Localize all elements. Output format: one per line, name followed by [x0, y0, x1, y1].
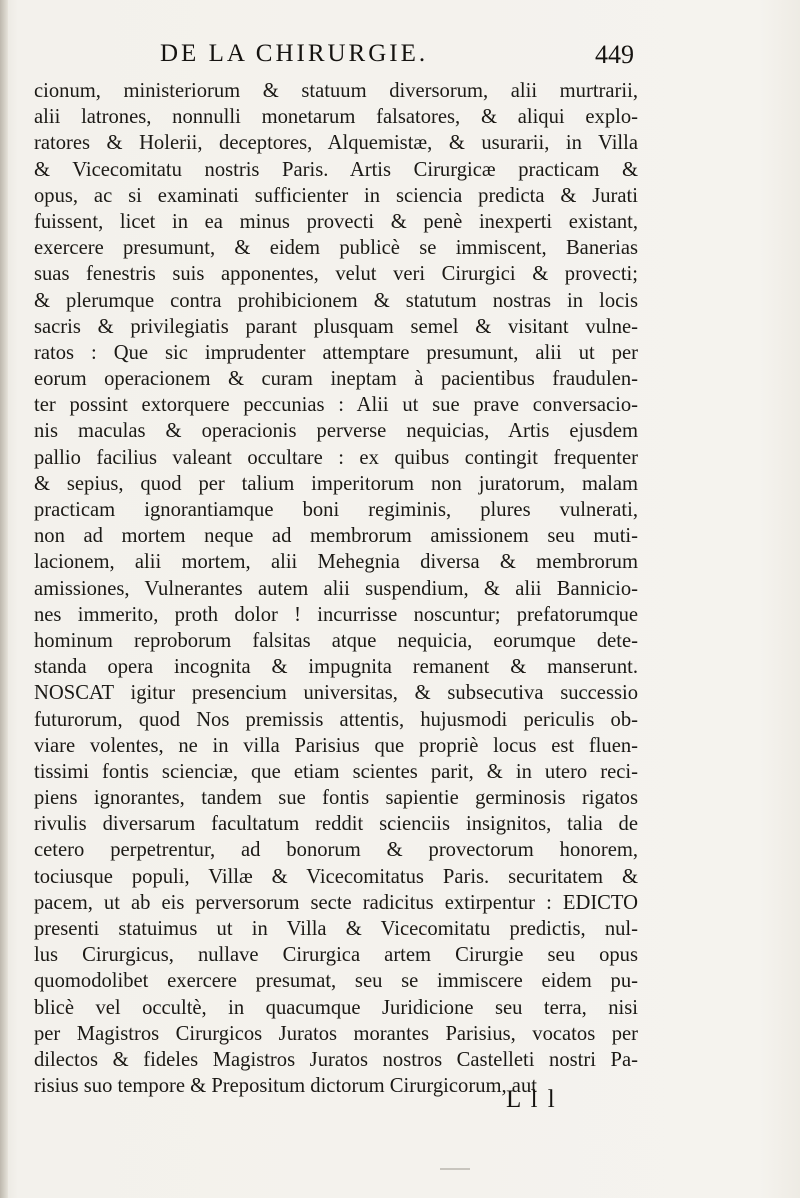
text-line: nis maculas & operacionis perverse nequicias, Artis ejusdem [34, 420, 638, 443]
signature-mark: L l l [506, 1086, 557, 1113]
text-line: quomodolibet exercere presumat, seu se immiscere eidem pu- [34, 970, 638, 993]
text-line: dilectos & fideles Magistros Juratos nostros Castelleti nostri Pa- [34, 1048, 638, 1071]
page-gutter-shadow [0, 0, 8, 1198]
text-line: ter possint extorquere peccunias : Alii ut sue prave conversacio- [34, 394, 638, 417]
text-line: cionum, ministeriorum & statuum diversorum, alii murtrarii, [34, 80, 638, 102]
text-line: sacris & privilegiatis parant plusquam semel & visitant vulne- [34, 315, 638, 338]
text-line: tociusque populi, Villæ & Vicecomitatus Paris. securitatem & [34, 865, 638, 888]
text-line: cetero perpetrentur, ad bonorum & provectorum honorem, [34, 839, 638, 862]
text-line: opus, ac si examinati sufficienter in sciencia predicta & Jurati [34, 184, 638, 207]
text-line: & sepius, quod per talium imperitorum non juratorum, malam [34, 472, 638, 495]
body-text-block [34, 78, 638, 1099]
ink-mark [440, 1168, 470, 1170]
text-line: risius suo tempore & Prepositum dictorum Cirurgicorum, aut [34, 1075, 537, 1098]
text-line: suas fenestris suis apponentes, velut veri Cirurgici & provecti; [34, 263, 638, 286]
text-line: piens ignorantes, tandem sue fontis sapientie germinosis rigatos [34, 787, 638, 810]
text-line: pallio facilius valeant occultare : ex quibus contingit frequenter [34, 446, 638, 469]
text-line: eorum operacionem & curam ineptam à pacientibus fraudulen- [34, 368, 638, 391]
text-line: presenti statuimus ut in Villa & Vicecomitatu predictis, nul- [34, 918, 638, 940]
text-line: fuissent, licet in ea minus provecti & penè inexperti existant, [34, 210, 638, 233]
text-line: lus Cirurgicus, nullave Cirurgica artem Cirurgie seu opus [34, 944, 638, 967]
text-line: & Vicecomitatu nostris Paris. Artis Cirurgicæ practicam & [34, 158, 638, 181]
text-line: blicè vel occultè, in quacumque Juridicione seu terra, nisi [34, 996, 638, 1019]
text-line: standa opera incognita & impugnita remanent & manserunt. [34, 656, 638, 679]
text-line: lacionem, alii mortem, alii Mehegnia diversa & membrorum [34, 551, 638, 574]
text-line: exercere presumunt, & eidem publicè se immiscent, Banerias [34, 237, 638, 260]
text-line: & plerumque contra prohibicionem & statutum nostras in locis [34, 289, 638, 312]
text-line: alii latrones, nonnulli monetarum falsatores, & aliqui explo- [34, 106, 638, 129]
text-line: nes immerito, proth dolor ! incurrisse noscuntur; prefatorumque [34, 603, 638, 626]
text-line: futurorum, quod Nos premissis attentis, hujusmodi periculis ob- [34, 708, 638, 731]
text-line: amissiones, Vulnerantes autem alii suspendium, & alii Bannicio- [34, 577, 638, 600]
text-line: hominum reproborum falsitas atque nequicia, eorumque dete- [34, 629, 638, 652]
text-line: per Magistros Cirurgicos Juratos morantes Parisius, vocatos per [34, 1022, 638, 1045]
text-line: pacem, ut ab eis perversorum secte radicitus extirpentur : EDICTO [34, 891, 638, 914]
text-line: viare volentes, ne in villa Parisius que propriè locus est fluen- [34, 734, 638, 757]
text-line: rivulis diversarum facultatum reddit scienciis insignitos, talia de [34, 813, 638, 836]
text-line: ratores & Holerii, deceptores, Alquemistæ, & usurarii, in Villa [34, 132, 638, 155]
text-line: ratos : Que sic imprudenter attemptare presumunt, alii ut per [34, 341, 638, 364]
text-line: tissimi fontis scienciæ, que etiam scientes parit, & in utero reci- [34, 760, 638, 783]
page-header [160, 40, 640, 74]
running-title: DE LA CHIRURGIE. [160, 40, 429, 67]
page-number: 449 [595, 40, 634, 69]
text-line: NOSCAT igitur presencium universitas, & subsecutiva successio [34, 682, 638, 705]
text-line: non ad mortem neque ad membrorum amissionem seu muti- [34, 525, 638, 548]
text-line: practicam ignorantiamque boni regiminis, plures vulnerati, [34, 499, 638, 521]
